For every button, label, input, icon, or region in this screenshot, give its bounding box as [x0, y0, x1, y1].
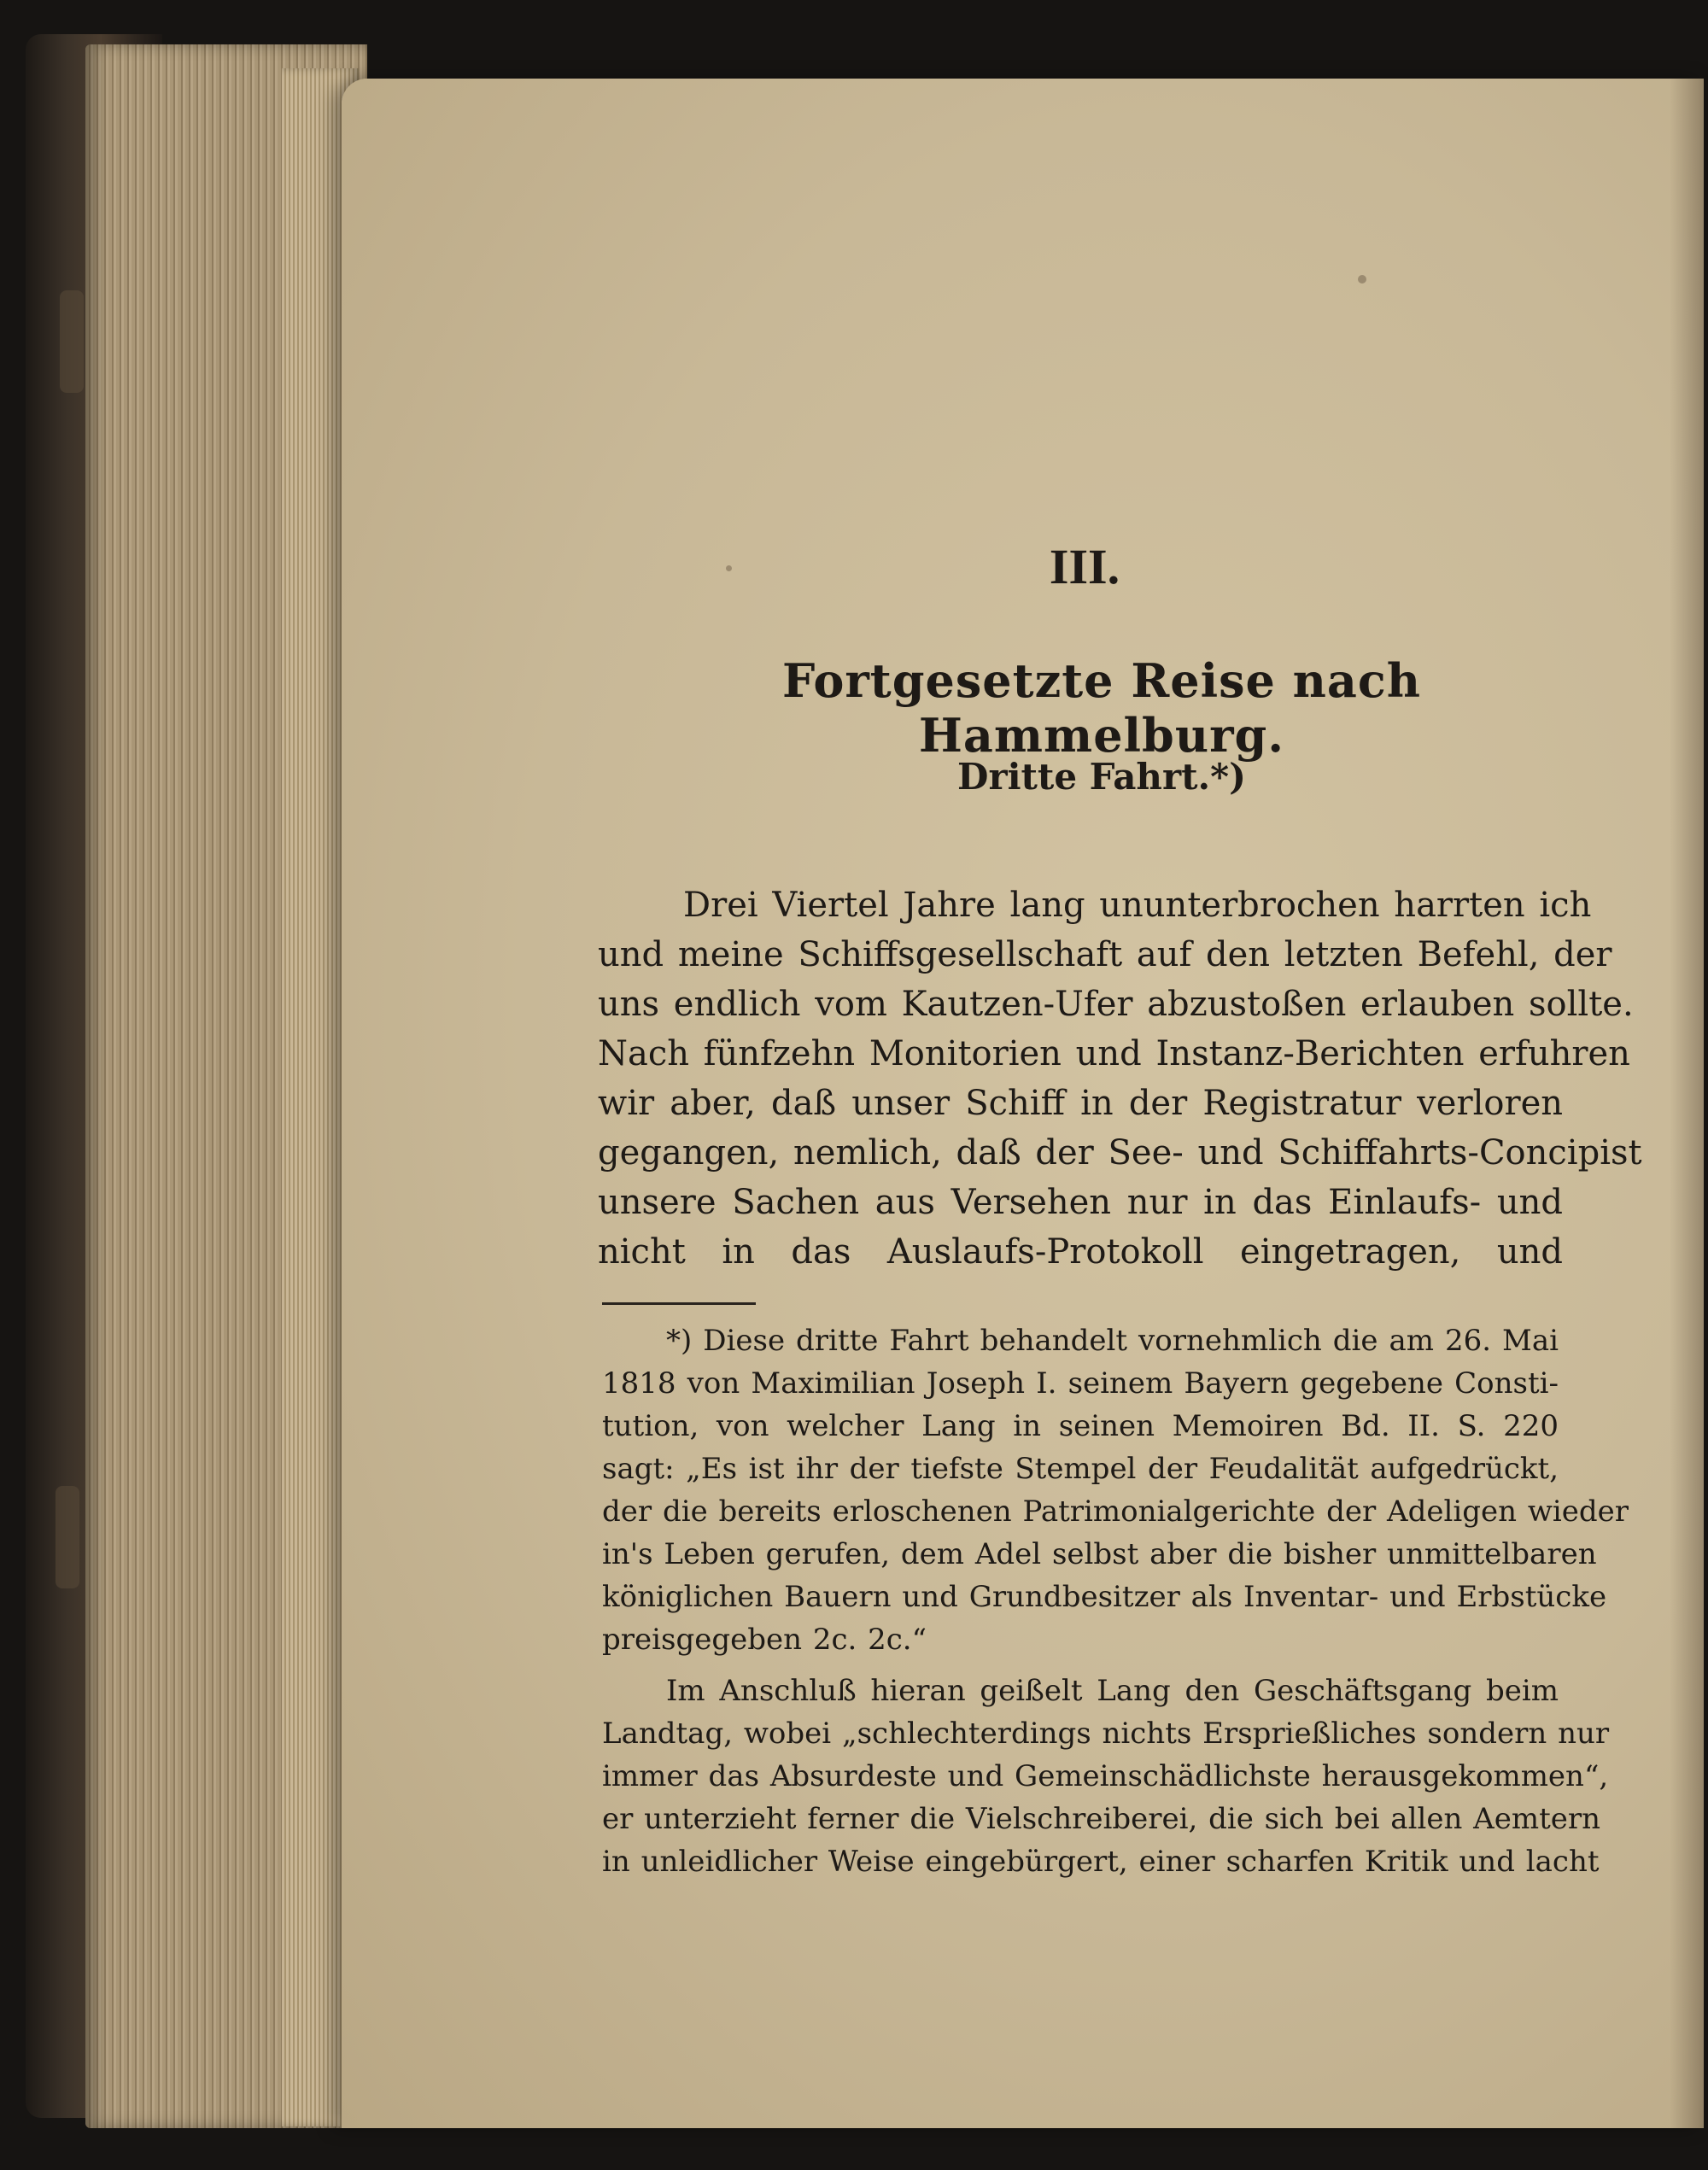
- footnote-line: preisgegeben 2c. 2c.“: [602, 1623, 927, 1657]
- footnote-line: der die bereits erloschenen Patrimonialgerichte der Adeligen wieder: [602, 1494, 1629, 1529]
- footnote-line: *) Diese dritte Fahrt behandelt vornehmlich die am 26. Mai: [666, 1324, 1559, 1358]
- footnote-line: tution, von welcher Lang in seinen Memoiren Bd. II. S. 220: [602, 1409, 1559, 1443]
- body-line: uns endlich vom Kautzen-Ufer abzustoßen erlauben sollte.: [598, 985, 1634, 1024]
- footnote-line: Landtag, wobei „schlechterdings nichts Ersprießliches sondern nur: [602, 1717, 1610, 1751]
- footnote-line: immer das Absurdeste und Gemeinschädlichste herausgekommen“,: [602, 1759, 1609, 1793]
- cover-wear-mark: [60, 290, 84, 393]
- footnote-line: königlichen Bauern und Grundbesitzer als Inventar- und Erbstücke: [602, 1580, 1607, 1614]
- body-line: wir aber, daß unser Schiff in der Registratur verloren: [598, 1084, 1563, 1123]
- body-line: gegangen, nemlich, daß der See- und Schiffahrts-Concipist: [598, 1133, 1642, 1173]
- paper-speck: [1358, 275, 1366, 284]
- footnote-line: sagt: „Es ist ihr der tiefste Stempel der Feudalität aufgedrückt,: [602, 1452, 1559, 1486]
- chapter-title: Fortgesetzte Reise nach Hammelburg.: [781, 653, 1422, 763]
- footnote-line: 1818 von Maximilian Joseph I. seinem Bayern gegebene Consti-: [602, 1366, 1559, 1401]
- body-line: unsere Sachen aus Versehen nur in das Einlaufs- und: [598, 1183, 1563, 1222]
- chapter-subtitle: Dritte Fahrt.*): [957, 756, 1246, 798]
- body-line: nicht in das Auslaufs-Protokoll eingetragen, und: [598, 1232, 1563, 1272]
- chapter-number: III.: [1049, 539, 1120, 594]
- footnote-line: Im Anschluß hieran geißelt Lang den Geschäftsgang beim: [666, 1674, 1559, 1708]
- body-line: Nach fünfzehn Monitorien und Instanz-Berichten erfuhren: [598, 1034, 1630, 1073]
- footnote-rule: [602, 1302, 756, 1305]
- body-line: und meine Schiffsgesellschaft auf den letzten Befehl, der: [598, 935, 1612, 974]
- paper-speck: [726, 565, 732, 571]
- cover-wear-mark: [56, 1486, 79, 1588]
- footnote-line: in's Leben gerufen, dem Adel selbst aber die bisher unmittelbaren: [602, 1537, 1597, 1571]
- page-gutter-shadow: [1670, 79, 1704, 2128]
- footnote-line: in unleidlicher Weise eingebürgert, einer scharfen Kritik und lacht: [602, 1845, 1600, 1879]
- footnote-line: er unterzieht ferner die Vielschreiberei, die sich bei allen Aemtern: [602, 1802, 1601, 1836]
- body-line: Drei Viertel Jahre lang ununterbrochen harrten ich: [683, 886, 1592, 925]
